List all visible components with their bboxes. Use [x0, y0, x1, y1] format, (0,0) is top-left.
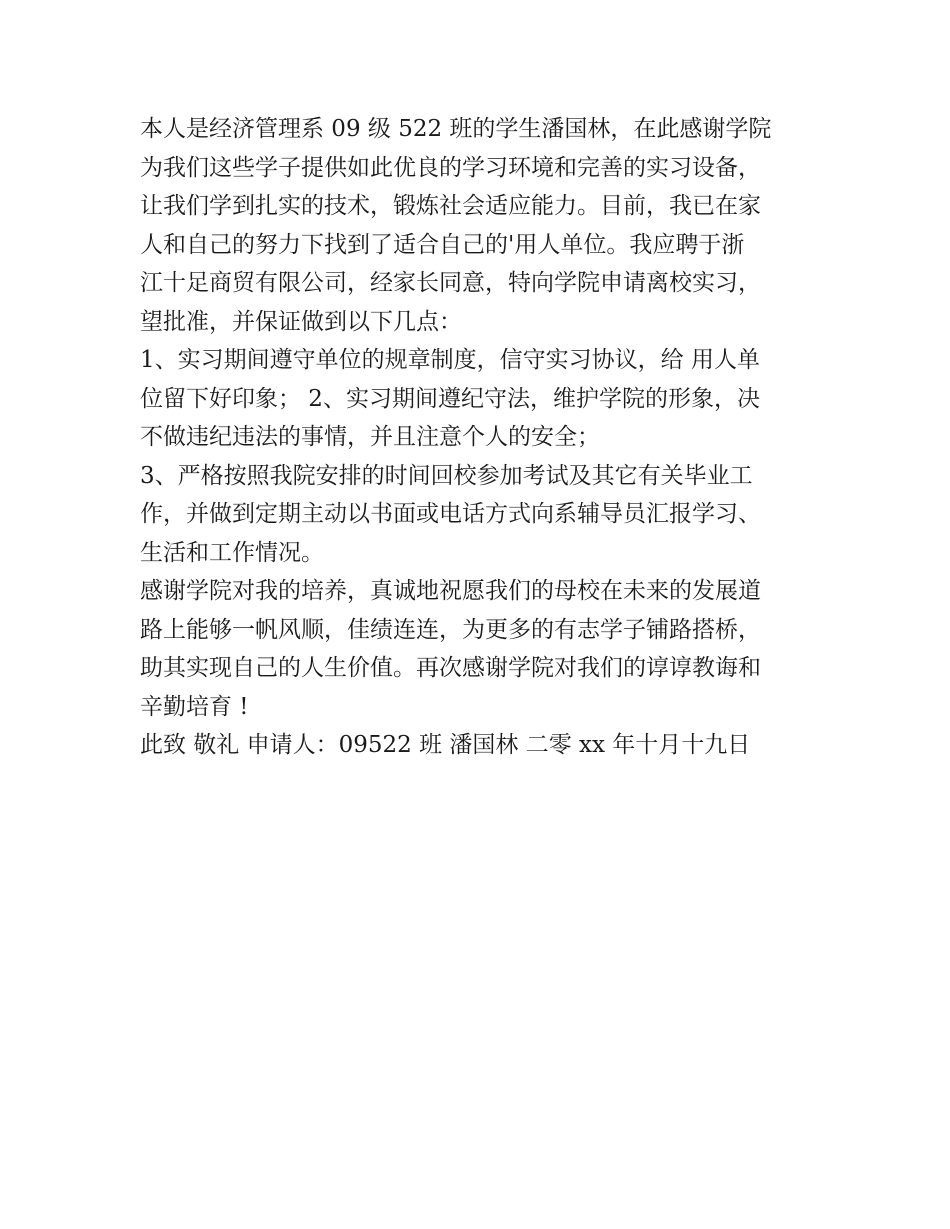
text-line: 作，并做到定期主动以书面或电话方式向系辅导员汇报学习、	[140, 501, 761, 527]
text-line: 3、严格按照我院安排的时间回校参加考试及其它有关毕业工	[140, 462, 753, 489]
text-line: 人和自己的努力下找到了适合自己的'用人单位。我应聘于浙	[140, 231, 745, 258]
text-line: 辛勤培育 !	[140, 693, 249, 720]
text-line: 路上能够一帆风顺，佳绩连连，为更多的有志学子铺路搭桥，	[140, 616, 761, 643]
text-line: 江十足商贸有限公司，经家长同意，特向学院申请离校实习，	[140, 270, 761, 296]
text-line: 1、实习期间遵守单位的规章制度，信守实习协议，给 用人单	[140, 347, 760, 373]
text-line: 位留下好印象； 2、实习期间遵纪守法，维护学院的形象，决	[140, 385, 760, 412]
text-line: 本人是经济管理系 09 级 522 班的学生潘国林，在此感谢学院	[140, 116, 772, 142]
signature-line: 此致 敬礼 申请人：09522 班 潘国林 二零 xx 年十月十九日	[140, 732, 751, 758]
text-line: 感谢学院对我的培养，真诚地祝愿我们的母校在未来的发展道	[140, 578, 761, 604]
text-line: 不做违纪违法的事情，并且注意个人的安全；	[140, 424, 600, 450]
text-line: 为我们这些学子提供如此优良的学习环境和完善的实习设备，	[140, 154, 761, 181]
text-line: 生活和工作情况。	[140, 539, 324, 566]
letter-body	[140, 110, 830, 765]
text-line: 让我们学到扎实的技术，锻炼社会适应能力。目前，我已在家	[140, 193, 761, 219]
text-line: 望批准，并保证做到以下几点：	[140, 308, 462, 335]
text-line: 助其实现自己的人生价值。再次感谢学院对我们的谆谆教诲和	[140, 655, 761, 681]
